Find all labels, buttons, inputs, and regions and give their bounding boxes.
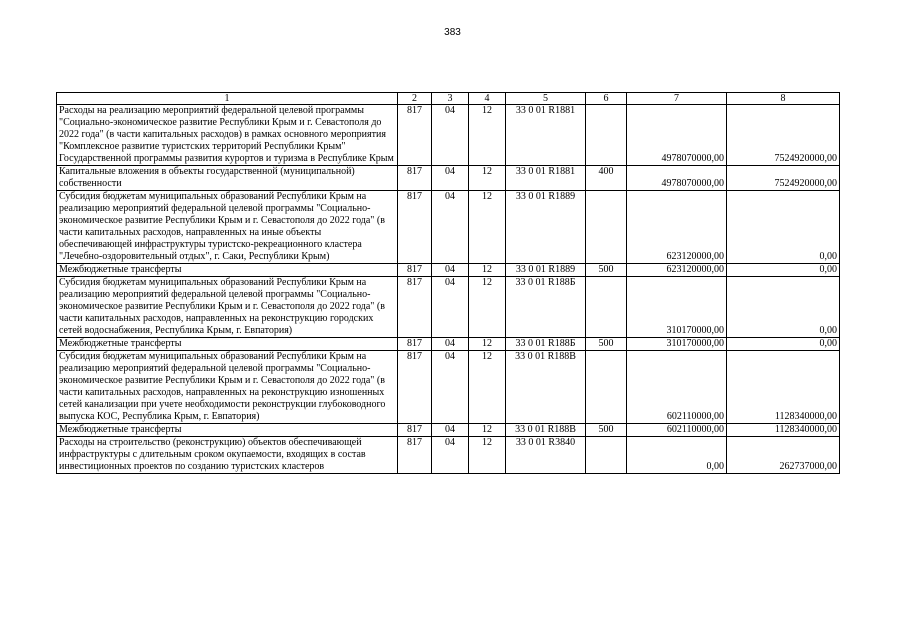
row-code-3: 04 — [432, 277, 469, 338]
row-amount-7: 310170000,00 — [627, 277, 727, 338]
row-code-2: 817 — [398, 105, 432, 166]
row-code-3: 04 — [432, 105, 469, 166]
table-row — [57, 437, 840, 474]
row-code-4: 12 — [469, 191, 506, 264]
row-amount-7: 623120000,00 — [627, 191, 727, 264]
header-cell: 3 — [432, 93, 469, 105]
row-code-5: 33 0 01 R188Б — [506, 338, 586, 351]
row-code-2: 817 — [398, 437, 432, 474]
table-row — [57, 191, 840, 264]
row-amount-8: 0,00 — [727, 191, 840, 264]
row-code-4: 12 — [469, 264, 506, 277]
row-amount-8: 0,00 — [727, 338, 840, 351]
table-row — [57, 338, 840, 351]
row-code-6 — [586, 105, 627, 166]
row-code-2: 817 — [398, 424, 432, 437]
header-cell: 5 — [506, 93, 586, 105]
row-code-6 — [586, 191, 627, 264]
row-code-5: 33 0 01 R1881 — [506, 105, 586, 166]
header-cell: 6 — [586, 93, 627, 105]
row-code-4: 12 — [469, 166, 506, 191]
row-code-2: 817 — [398, 338, 432, 351]
row-code-6: 500 — [586, 338, 627, 351]
table-row — [57, 351, 840, 424]
row-description: Субсидия бюджетам муниципальных образований Республики Крым на реализацию мероприятий федеральной целевой программы "Социально-экономическое развитие Республики Крым и г. Севастополя до 2022 года" (в части капитальных расходов, направленных на реконструкцию городских сетей водоснабжения, Республика Крым, г. Евпатория) — [57, 277, 398, 338]
row-code-5: 33 0 01 R188Б — [506, 277, 586, 338]
row-description: Субсидия бюджетам муниципальных образований Республики Крым на реализацию мероприятий федеральной целевой программы "Социально-экономическое развитие Республики Крым и г. Севастополя до 2022 года" (в части капитальных расходов, направленных на иные объекты обеспечивающей инфраструктуры туристско-рекреационного кластера "Лечебно-оздоровительный отдых", г. Саки, Республики Крым) — [57, 191, 398, 264]
row-code-6: 500 — [586, 264, 627, 277]
row-code-3: 04 — [432, 424, 469, 437]
row-amount-8: 262737000,00 — [727, 437, 840, 474]
header-cell: 1 — [57, 93, 398, 105]
row-code-4: 12 — [469, 437, 506, 474]
row-amount-8: 7524920000,00 — [727, 105, 840, 166]
row-code-4: 12 — [469, 277, 506, 338]
header-cell: 4 — [469, 93, 506, 105]
row-code-2: 817 — [398, 277, 432, 338]
row-code-3: 04 — [432, 338, 469, 351]
row-amount-8: 1128340000,00 — [727, 351, 840, 424]
row-code-3: 04 — [432, 166, 469, 191]
row-amount-7: 602110000,00 — [627, 351, 727, 424]
table-row — [57, 166, 840, 191]
row-code-5: 33 0 01 R3840 — [506, 437, 586, 474]
row-code-5: 33 0 01 R1889 — [506, 264, 586, 277]
row-code-5: 33 0 01 R188В — [506, 351, 586, 424]
row-code-2: 817 — [398, 264, 432, 277]
row-code-6: 500 — [586, 424, 627, 437]
page-number: 383 — [444, 27, 461, 38]
row-code-2: 817 — [398, 351, 432, 424]
table-row — [57, 424, 840, 437]
row-amount-7: 623120000,00 — [627, 264, 727, 277]
row-code-6: 400 — [586, 166, 627, 191]
row-code-2: 817 — [398, 191, 432, 264]
row-description: Субсидия бюджетам муниципальных образований Республики Крым на реализацию мероприятий федеральной целевой программы "Социально-экономическое развитие Республики Крым и г. Севастополя до 2022 года" (в части капитальных расходов, направленных на реконструкцию изношенных сетей канализации при учете необходимости реконструкции глубоководного выпуска КОС, Республика Крым, г. Евпатория) — [57, 351, 398, 424]
row-amount-7: 602110000,00 — [627, 424, 727, 437]
row-code-3: 04 — [432, 437, 469, 474]
row-code-3: 04 — [432, 264, 469, 277]
row-code-3: 04 — [432, 351, 469, 424]
row-description: Расходы на строительство (реконструкцию) объектов обеспечивающей инфраструктуры с длительным сроком окупаемости, входящих в состав инвестиционных проектов по созданию туристских кластеров — [57, 437, 398, 474]
row-code-4: 12 — [469, 351, 506, 424]
row-code-5: 33 0 01 R188В — [506, 424, 586, 437]
row-code-6 — [586, 277, 627, 338]
row-code-5: 33 0 01 R1881 — [506, 166, 586, 191]
row-description: Межбюджетные трансферты — [57, 338, 398, 351]
header-cell: 7 — [627, 93, 727, 105]
row-code-4: 12 — [469, 338, 506, 351]
row-amount-8: 0,00 — [727, 277, 840, 338]
row-amount-8: 0,00 — [727, 264, 840, 277]
header-cell: 8 — [727, 93, 840, 105]
row-code-4: 12 — [469, 105, 506, 166]
header-row — [57, 93, 840, 105]
row-amount-7: 310170000,00 — [627, 338, 727, 351]
row-amount-7: 4978070000,00 — [627, 166, 727, 191]
row-code-2: 817 — [398, 166, 432, 191]
table-row — [57, 105, 840, 166]
row-code-6 — [586, 351, 627, 424]
table-row — [57, 264, 840, 277]
row-description: Межбюджетные трансферты — [57, 424, 398, 437]
table-row — [57, 277, 840, 338]
row-description: Расходы на реализацию мероприятий федеральной целевой программы "Социально-экономическое развитие Республики Крым и г. Севастополя до 2022 года" (в части капитальных расходов) в рамках основного мероприятия "Комплексное развитие туристских территорий Республики Крым" Государственной программы развития курортов и туризма в Республике Крым — [57, 105, 398, 166]
row-amount-8: 7524920000,00 — [727, 166, 840, 191]
row-description: Межбюджетные трансферты — [57, 264, 398, 277]
row-code-6 — [586, 437, 627, 474]
header-cell: 2 — [398, 93, 432, 105]
row-amount-7: 4978070000,00 — [627, 105, 727, 166]
row-description: Капитальные вложения в объекты государственной (муниципальной) собственности — [57, 166, 398, 191]
budget-table — [56, 92, 840, 474]
row-code-4: 12 — [469, 424, 506, 437]
row-code-3: 04 — [432, 191, 469, 264]
row-amount-7: 0,00 — [627, 437, 727, 474]
row-amount-8: 1128340000,00 — [727, 424, 840, 437]
row-code-5: 33 0 01 R1889 — [506, 191, 586, 264]
